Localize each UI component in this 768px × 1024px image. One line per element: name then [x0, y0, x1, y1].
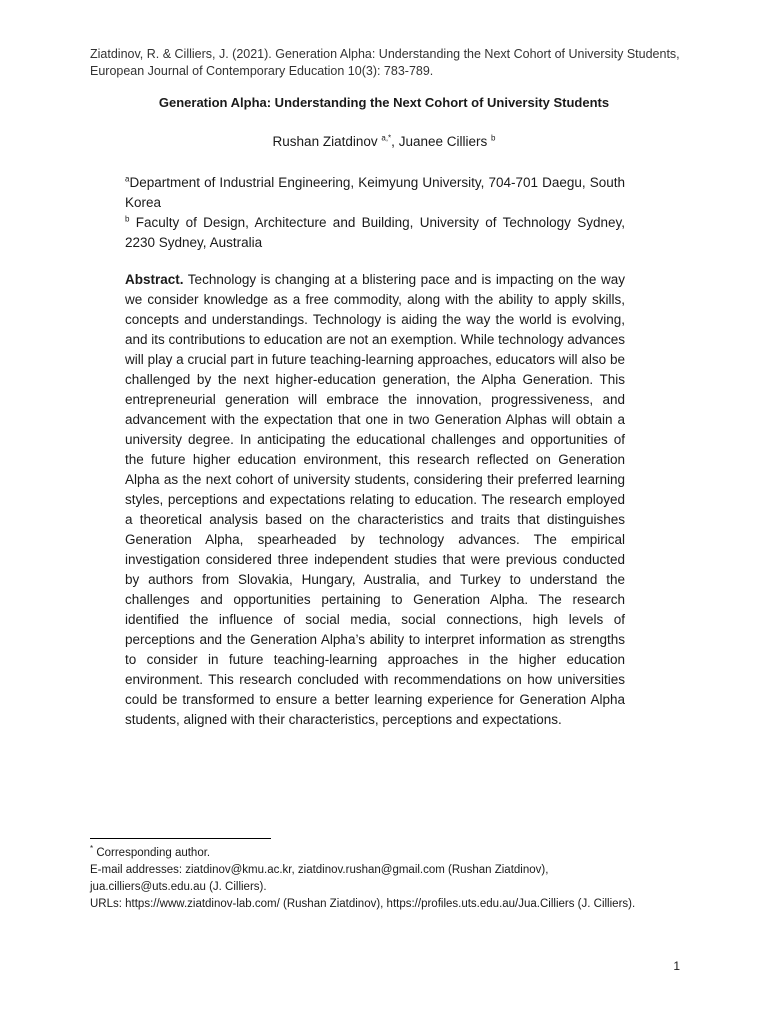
- affiliation-text: Faculty of Design, Architecture and Building, University of Technology Sydney, 2230 Sydney, Australia: [125, 215, 625, 250]
- page-number: 1: [673, 959, 680, 973]
- affiliation-mark: b: [125, 214, 130, 224]
- author-affiliation-mark: a,*: [381, 133, 392, 143]
- author-list: [90, 133, 678, 151]
- footnote-corresponding: [90, 845, 660, 862]
- footnote-corresponding-text: Corresponding author.: [93, 847, 211, 859]
- affiliation-mark: a: [125, 174, 130, 184]
- affiliation-text: Department of Industrial Engineering, Keimyung University, 704-701 Daegu, South Korea: [125, 175, 625, 210]
- footnote-divider: [90, 838, 271, 839]
- abstract-label: Abstract.: [125, 272, 184, 287]
- affiliation-b: [125, 213, 625, 253]
- footnote-urls: URLs: https://www.ziatdinov-lab.com/ (Rushan Ziatdinov), https://profiles.uts.edu.au/Jua.Cilliers (J. Cilliers).: [90, 898, 636, 910]
- abstract: [125, 270, 625, 730]
- author-name: Juanee Cilliers: [398, 134, 488, 149]
- footnote-star: *: [90, 844, 94, 854]
- affiliations: [125, 173, 625, 253]
- abstract-text: Technology is changing at a blistering pace and is impacting on the way we consider knowledge as a free commodity, along with the ability to apply skills, concepts and understandings. Technology is aiding the way the world is evolving, and its contributions to education are not an exemption. While technology advances will play a crucial part in future teaching-learning approaches, educators will also be challenged by the next higher-education generation, the Alpha Generation. This entrepreneurial generation will embrace the innovation, progressiveness, and advancement with the expectation that one in two Generation Alphas will obtain a university degree. In anticipating the educational challenges and opportunities of the future higher education environment, this research reflected on Generation Alpha as the next cohort of university students, considering their preferred learning styles, perceptions and expectations relating to education. The research employed a theoretical analysis based on the characteristics and traits that distinguishes Generation Alpha, spearheaded by technology advances. The empirical investigation considered three independent studies that were previous conducted by authors from Slovakia, Hungary, Australia, and Turkey to understand the challenges and opportunities pertaining to Generation Alpha. The research identified the influence of social media, social connections, high levels of perceptions and the Generation Alpha’s ability to interpret information as strengths to consider in future teaching-learning approaches in the higher education environment. This research concluded with recommendations on how universities could be transformed to ensure a better learning experience for Generation Alpha students, aligned with their characteristics, perceptions and expectations.: [125, 272, 625, 727]
- citation-header: Ziatdinov, R. & Cilliers, J. (2021). Generation Alpha: Understanding the Next Cohort of University Students, European Journal of Contemporary Education 10(3): 783-789.: [90, 47, 680, 78]
- affiliation-a: [125, 173, 625, 213]
- footnote-emails: E-mail addresses: ziatdinov@kmu.ac.kr, ziatdinov.rushan@gmail.com (Rushan Ziatdinov), jua.cilliers@uts.edu.au (J. Cilliers).: [90, 864, 549, 893]
- author-name: Rushan Ziatdinov: [272, 134, 378, 149]
- author-affiliation-mark: b: [491, 133, 496, 143]
- paper-title: Generation Alpha: Understanding the Next Cohort of University Students: [158, 95, 610, 110]
- footnotes: [90, 845, 660, 913]
- author-separator: ,: [391, 134, 399, 149]
